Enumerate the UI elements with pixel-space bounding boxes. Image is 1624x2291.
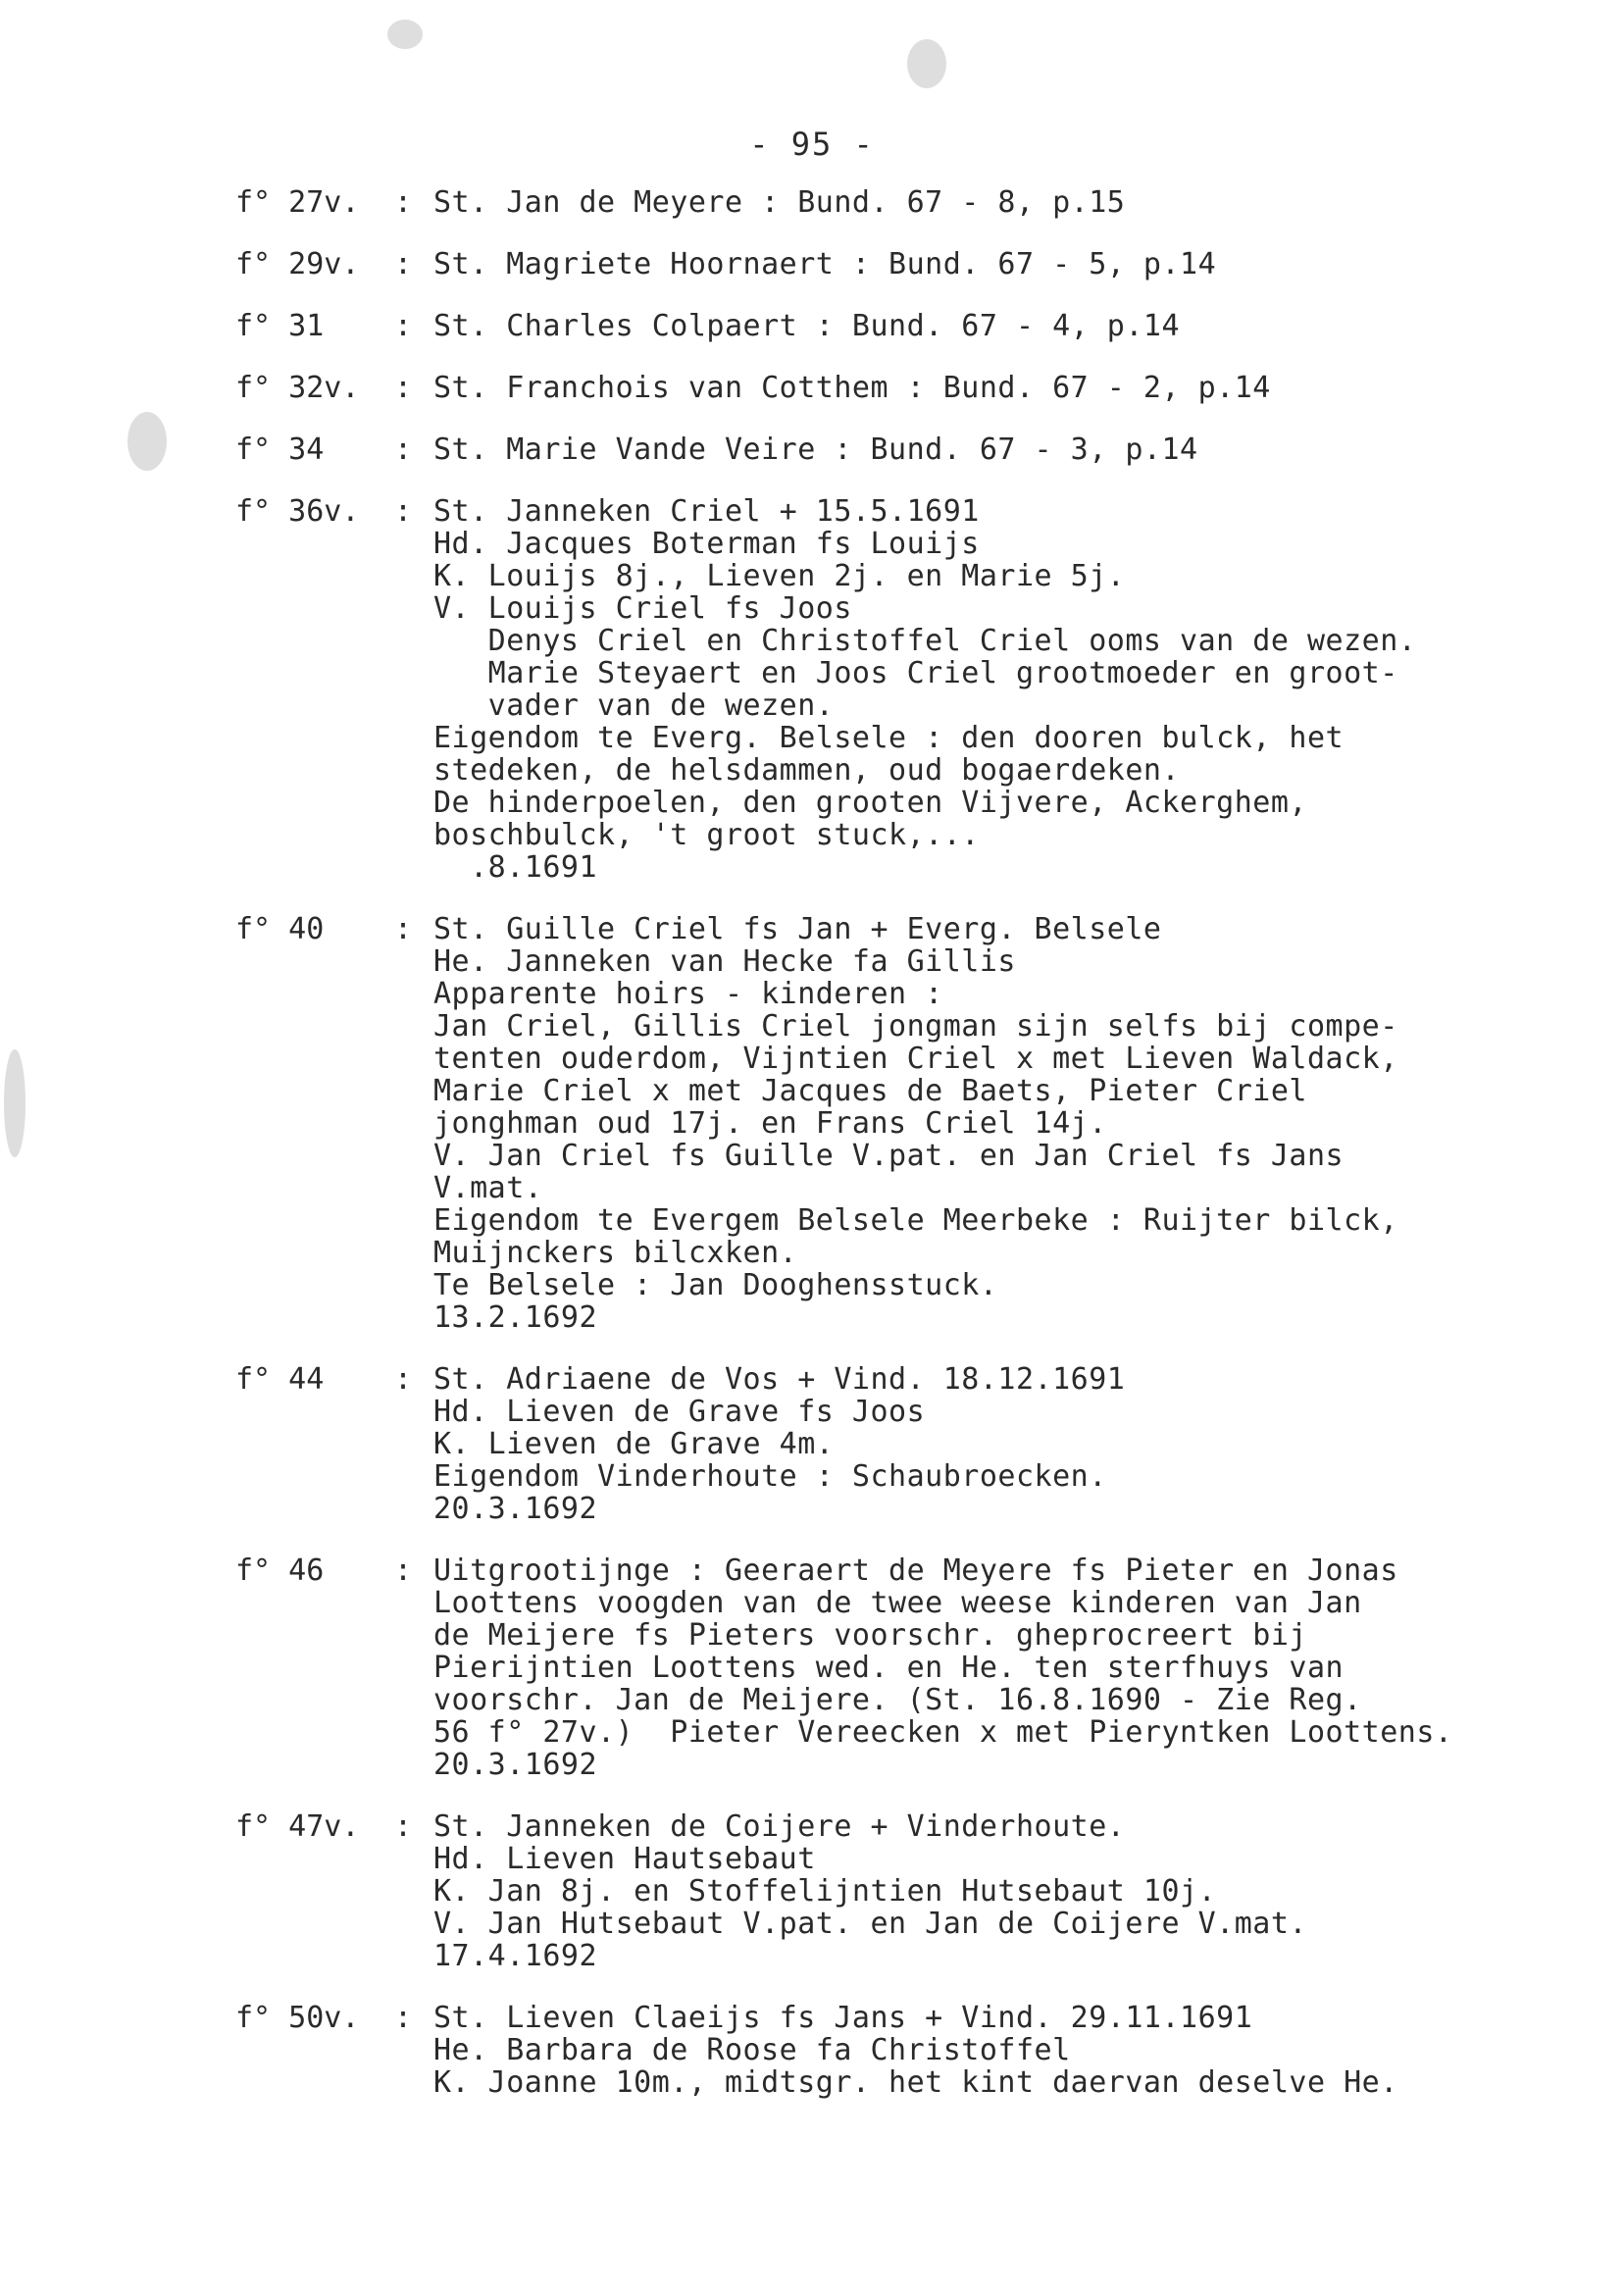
folio-reference: f° 50v. [235,2001,360,2035]
register-entry [235,495,1589,884]
register-entries [235,186,1589,2128]
entry-line: St. Guille Criel fs Jan + Everg. Belsele [433,912,1162,946]
entry-line: Hd. Lieven de Grave fs Joos [433,1395,926,1429]
entry-line: Denys Criel en Christoffel Criel ooms van de wezen. [433,624,1417,658]
entry-text [433,372,1589,404]
entry-line: vader van de wezen. [433,688,835,723]
entry-text [433,186,1589,219]
register-entry [235,1810,1589,1972]
entry-line: Marie Steyaert en Joos Criel grootmoeder en groot- [433,656,1398,690]
scan-speck [127,412,167,471]
entry-line: Te Belsele : Jan Dooghensstuck. [433,1268,998,1302]
entry-line: 17.4.1692 [433,1939,598,1973]
register-entry [235,913,1589,1334]
entry-line: K. Lieven de Grave 4m. [433,1427,835,1461]
entry-line: Pierijntien Loottens wed. en He. ten sterfhuys van [433,1651,1345,1685]
entry-line: de Meijere fs Pieters voorschr. gheprocreert bij [433,1618,1307,1653]
entry-line: Jan Criel, Gillis Criel jongman sijn selfs bij compe- [433,1009,1398,1044]
folio-reference: f° 31 [235,309,325,343]
separator: : [394,494,413,529]
entry-line: V. Jan Hutsebaut V.pat. en Jan de Coijere V.mat. [433,1907,1307,1941]
entry-text [433,2002,1589,2099]
separator: : [394,309,413,343]
entry-line: He. Barbara de Roose fa Christoffel [433,2033,1071,2067]
entry-line: Eigendom Vinderhoute : Schaubroecken. [433,1459,1107,1494]
separator: : [394,371,413,405]
entry-line: St. Franchois van Cotthem : Bund. 67 - 2, p.14 [433,371,1271,405]
entry-line: St. Marie Vande Veire : Bund. 67 - 3, p.14 [433,433,1198,467]
entry-text [433,248,1589,280]
folio-reference: f° 27v. [235,185,360,220]
scan-speck [4,1049,25,1157]
separator: : [394,2001,413,2035]
entry-line: .8.1691 [433,850,598,885]
folio-reference: f° 32v. [235,371,360,405]
entry-line: jonghman oud 17j. en Frans Criel 14j. [433,1106,1107,1141]
entry-line: 13.2.1692 [433,1300,598,1335]
entry-text [433,913,1589,1334]
entry-line: tenten ouderdom, Vijntien Criel x met Lieven Waldack, [433,1042,1398,1076]
register-entry [235,433,1589,466]
entry-line: V. Jan Criel fs Guille V.pat. en Jan Criel fs Jans [433,1139,1345,1173]
separator: : [394,1553,413,1588]
scan-speck [907,39,946,88]
entry-line: St. Charles Colpaert : Bund. 67 - 4, p.14 [433,309,1181,343]
separator: : [394,185,413,220]
entry-line: K. Joanne 10m., midtsgr. het kint daervan deselve He. [433,2065,1398,2100]
entry-line: Apparente hoirs - kinderen : [433,977,943,1011]
entry-line: Loottens voogden van de twee weese kinderen van Jan [433,1586,1362,1620]
separator: : [394,1362,413,1397]
entry-line: V.mat. [433,1171,543,1205]
entry-line: Marie Criel x met Jacques de Baets, Pieter Criel [433,1074,1307,1108]
folio-reference: f° 34 [235,433,325,467]
register-entry [235,1363,1589,1525]
separator: : [394,912,413,946]
folio-reference: f° 44 [235,1362,325,1397]
entry-line: St. Janneken Criel + 15.5.1691 [433,494,980,529]
entry-line: Hd. Lieven Hautsebaut [433,1842,816,1876]
folio-reference: f° 46 [235,1553,325,1588]
entry-line: St. Magriete Hoornaert : Bund. 67 - 5, p.14 [433,247,1217,281]
entry-line: St. Janneken de Coijere + Vinderhoute. [433,1809,1126,1844]
entry-line: stedeken, de helsdammen, oud bogaerdeken. [433,753,1181,788]
register-entry [235,186,1589,219]
entry-line: Eigendom te Evergem Belsele Meerbeke : Ruijter bilck, [433,1203,1398,1238]
entry-line: V. Louijs Criel fs Joos [433,591,852,626]
folio-reference: f° 47v. [235,1809,360,1844]
entry-line: K. Jan 8j. en Stoffelijntien Hutsebaut 10j. [433,1874,1217,1909]
register-entry [235,2002,1589,2099]
entry-line: voorschr. Jan de Meijere. (St. 16.8.1690 - Zie Reg. [433,1683,1362,1717]
entry-line: De hinderpoelen, den grooten Vijvere, Ackerghem, [433,786,1307,820]
entry-text [433,433,1589,466]
entry-text [433,495,1589,884]
entry-line: St. Lieven Claeijs fs Jans + Vind. 29.11.1691 [433,2001,1253,2035]
entry-line: Hd. Jacques Boterman fs Louijs [433,527,980,561]
entry-line: St. Jan de Meyere : Bund. 67 - 8, p.15 [433,185,1126,220]
entry-line: boschbulck, 't groot stuck,... [433,818,980,852]
entry-text [433,1810,1589,1972]
register-entry [235,372,1589,404]
scan-speck [387,20,423,49]
page-number: - 95 - [749,126,875,163]
separator: : [394,433,413,467]
entry-line: K. Louijs 8j., Lieven 2j. en Marie 5j. [433,559,1126,593]
entry-text [433,1363,1589,1525]
separator: : [394,1809,413,1844]
entry-line: St. Adriaene de Vos + Vind. 18.12.1691 [433,1362,1126,1397]
entry-line: He. Janneken van Hecke fa Gillis [433,944,1016,979]
register-entry [235,248,1589,280]
entry-line: 20.3.1692 [433,1748,598,1782]
entry-text [433,310,1589,342]
entry-line: Eigendom te Everg. Belsele : den dooren bulck, het [433,721,1345,755]
register-entry [235,310,1589,342]
entry-text [433,1554,1589,1781]
entry-line: 56 f° 27v.) Pieter Vereecken x met Pieryntken Loottens. [433,1715,1453,1750]
entry-line: 20.3.1692 [433,1492,598,1526]
folio-reference: f° 40 [235,912,325,946]
entry-line: Uitgrootijnge : Geeraert de Meyere fs Pieter en Jonas [433,1553,1398,1588]
folio-reference: f° 29v. [235,247,360,281]
folio-reference: f° 36v. [235,494,360,529]
separator: : [394,247,413,281]
entry-line: Muijnckers bilcxken. [433,1236,798,1270]
register-entry [235,1554,1589,1781]
